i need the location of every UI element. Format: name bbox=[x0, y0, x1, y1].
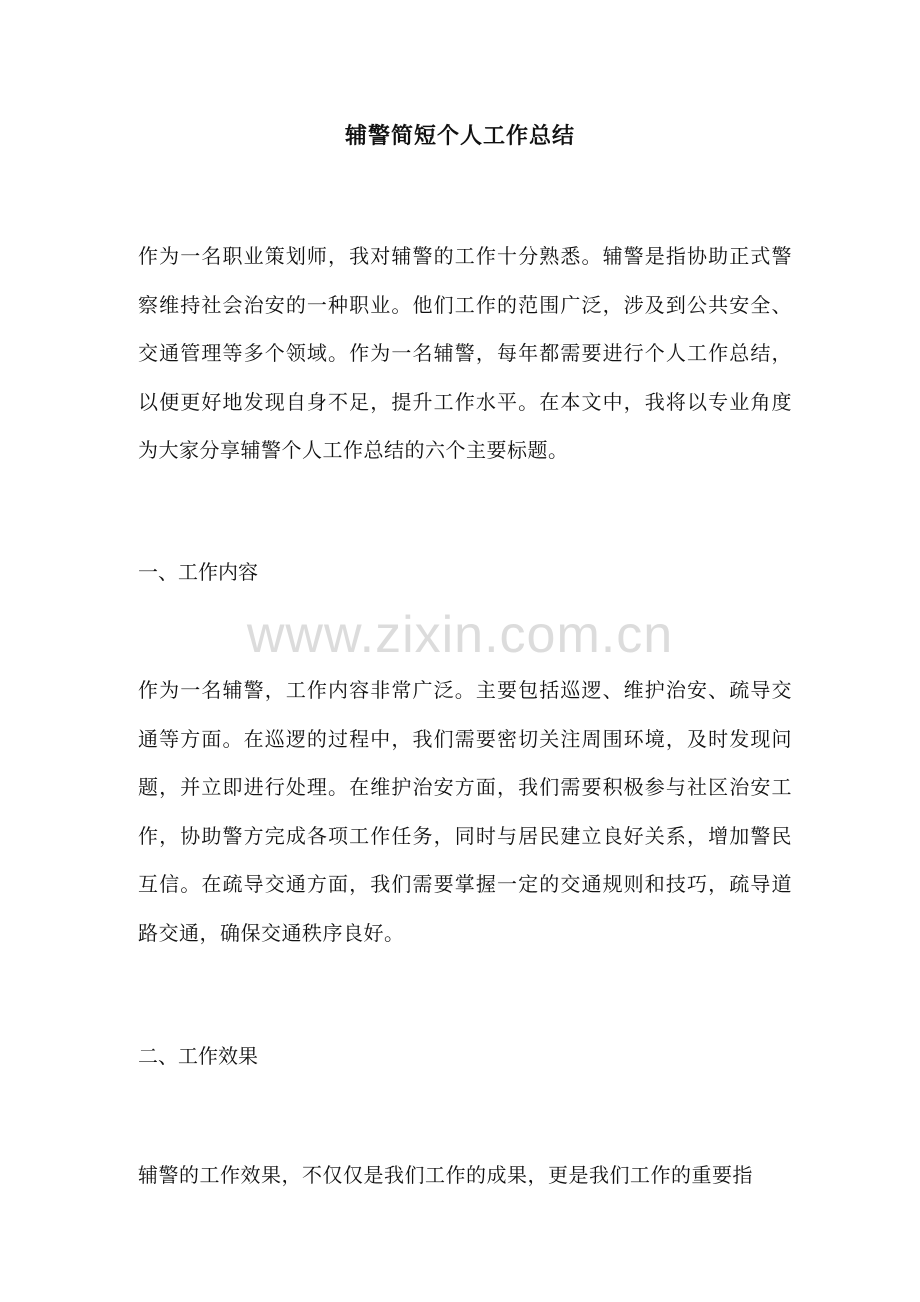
section-body-work-effect: 辅警的工作效果，不仅仅是我们工作的成果，更是我们工作的重要指 bbox=[138, 1163, 753, 1187]
watermark: www.zixin.com.cn bbox=[246, 606, 674, 664]
section-heading-work-content: 一、工作内容 bbox=[138, 560, 258, 584]
intro-paragraph: 作为一名职业策划师，我对辅警的工作十分熟悉。辅警是指协助正式警察维持社会治安的一种职业。他们工作的范围广泛，涉及到公共安全、交通管理等多个领域。作为一名辅警，每年都需要进行个人工作总结，以便更好地发现自身不足，提升工作水平。在本文中，我将以专业角度为大家分享辅警个人工作总结的六个主要标题。 bbox=[138, 244, 792, 463]
document-title: 辅警简短个人工作总结 bbox=[344, 123, 575, 149]
section-heading-work-effect: 二、工作效果 bbox=[138, 1044, 258, 1068]
section-body-work-content: 作为一名辅警，工作内容非常广泛。主要包括巡逻、维护治安、疏导交通等方面。在巡逻的过程中，我们需要密切关注周围环境，及时发现问题，并立即进行处理。在维护治安方面，我们需要积极参与社区治安工作，协助警方完成各项工作任务，同时与居民建立良好关系，增加警民互信。在疏导交通方面，我们需要掌握一定的交通规则和技巧，疏导道路交通，确保交通秩序良好。 bbox=[138, 678, 792, 945]
